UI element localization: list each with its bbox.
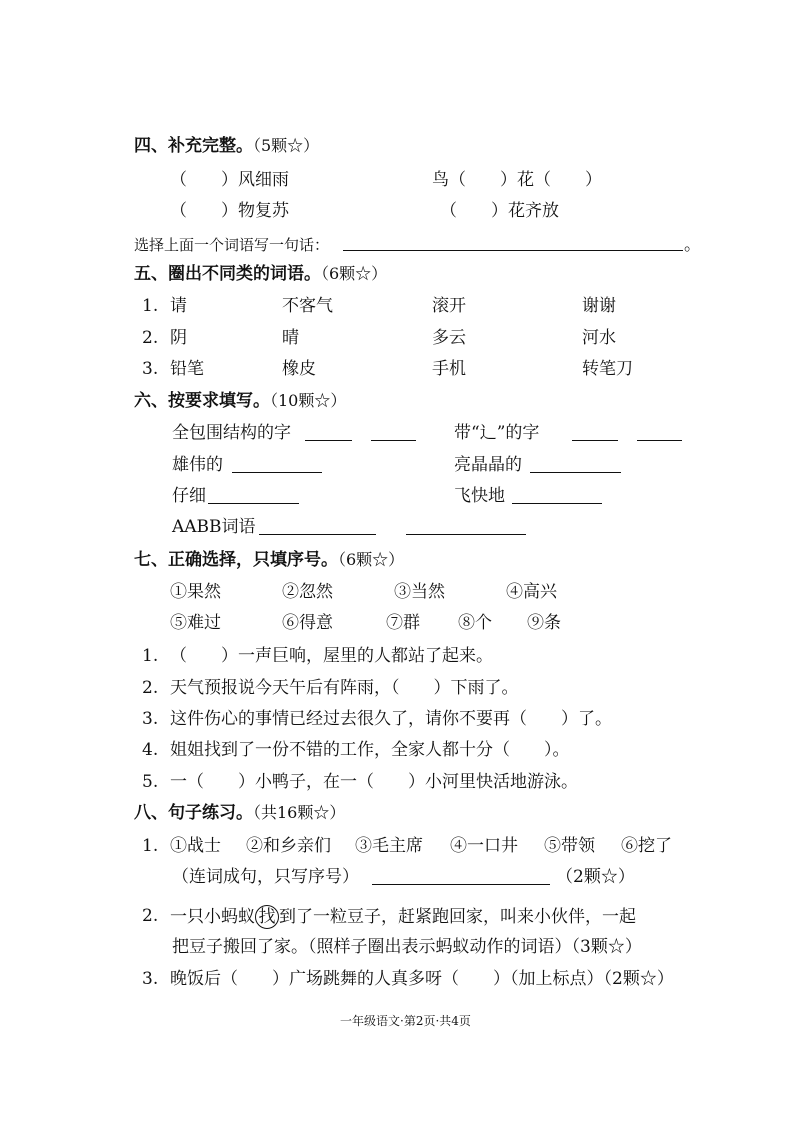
s4-item-3: （ ）物复苏 <box>170 201 289 221</box>
s7-q1-num: 1. <box>142 646 159 666</box>
s7-option: ⑥得意 <box>282 613 333 633</box>
s5-word[interactable]: 阴 <box>170 328 187 348</box>
s8-q1-score: （2颗☆） <box>556 867 635 887</box>
s6-blank[interactable] <box>371 440 416 441</box>
s7-q2-num: 2. <box>142 678 159 698</box>
section-4-heading: 四、补充完整。（5颗☆） <box>134 136 320 156</box>
s8-q1-blank[interactable] <box>372 884 550 885</box>
s7-option: ②忽然 <box>282 582 333 602</box>
s7-q1-text: （ ）一声巨响，屋里的人都站了起来。 <box>170 646 493 666</box>
section-8-heading: 八、句子练习。（共16颗☆） <box>134 803 346 823</box>
s8-q2-num: 2. <box>142 906 159 926</box>
s6-item-zixi: 仔细 <box>172 486 206 506</box>
s7-option: ④高兴 <box>506 582 557 602</box>
s5-row-3-num: 3. <box>142 359 159 379</box>
s8-q3-num: 3. <box>142 969 159 989</box>
s6-blank[interactable] <box>305 440 352 441</box>
s4-sentence-end: 。 <box>684 235 701 255</box>
s7-q5-text: 一（ ）小鸭子，在一（ ）小河里快活地游泳。 <box>170 772 578 792</box>
s6-blank[interactable] <box>232 472 322 473</box>
s8-q1-part: ⑤带领 <box>544 836 595 856</box>
s5-word[interactable]: 铅笔 <box>170 359 204 379</box>
s6-item-liangjingjing: 亮晶晶的 <box>454 455 522 475</box>
s7-q3-text: 这件伤心的事情已经过去很久了，请你不要再（ ）了。 <box>170 709 612 729</box>
s7-q4-num: 4. <box>142 740 159 760</box>
s7-q2-text: 天气预报说今天午后有阵雨，（ ）下雨了。 <box>170 678 519 698</box>
s8-q2-line1: 一只小蚂蚁 找 到了一粒豆子，赶紧跑回家，叫来小伙伴，一起 <box>170 907 636 927</box>
s5-word[interactable]: 滚开 <box>432 296 466 316</box>
s6-item-aabb: AABB词语 <box>172 517 256 537</box>
s7-q3-num: 3. <box>142 709 159 729</box>
s4-item-2: 鸟（ ）花（ ） <box>432 170 602 190</box>
section-5-heading: 五、圈出不同类的词语。（6颗☆） <box>134 264 388 284</box>
s5-word[interactable]: 请 <box>170 296 187 316</box>
s5-word[interactable]: 谢谢 <box>582 296 616 316</box>
s6-blank[interactable] <box>512 503 602 504</box>
section-7-heading: 七、正确选择，只填序号。（6颗☆） <box>134 550 405 570</box>
s5-row-1-num: 1. <box>142 296 159 316</box>
s6-item-xiongwei: 雄伟的 <box>172 455 223 475</box>
s7-option: ③当然 <box>394 582 445 602</box>
s7-q4-text: 姐姐找到了一份不错的工作，全家人都十分（ ）。 <box>170 740 570 760</box>
s5-word[interactable]: 手机 <box>432 359 466 379</box>
s6-blank[interactable] <box>530 472 621 473</box>
s4-item-1: （ ）风细雨 <box>170 170 289 190</box>
s6-blank[interactable] <box>406 534 526 535</box>
s5-word[interactable]: 晴 <box>282 328 299 348</box>
s5-row-2-num: 2. <box>142 328 159 348</box>
s8-q1-part: ④一口井 <box>450 836 518 856</box>
section-6-heading: 六、按要求填写。（10颗☆） <box>134 391 347 411</box>
s7-option: ⑤难过 <box>170 613 221 633</box>
s8-q1-part: ①战士 <box>170 836 221 856</box>
s8-q1-instruction: （连词成句，只写序号） <box>172 867 359 887</box>
s6-item-feikuaidi: 飞快地 <box>454 486 505 506</box>
s4-item-4: （ ）花齐放 <box>440 201 559 221</box>
s4-sentence-prompt: 选择上面一个词语写一句话： <box>134 236 330 254</box>
s6-blank[interactable] <box>637 440 682 441</box>
s8-q3-text: 晚饭后（ ）广场跳舞的人真多呀（ ）（加上标点）（2颗☆） <box>170 969 674 989</box>
s6-item-chuo-radical: 带“辶”的字 <box>454 423 540 443</box>
s7-option: ⑨条 <box>527 613 561 633</box>
s7-option: ⑧个 <box>458 613 492 633</box>
s7-option: ⑦群 <box>386 613 420 633</box>
s5-word[interactable]: 橡皮 <box>282 359 316 379</box>
s7-q5-num: 5. <box>142 772 159 792</box>
s5-word[interactable]: 不客气 <box>282 296 333 316</box>
circled-char: 找 <box>255 905 279 929</box>
s6-blank[interactable] <box>208 503 299 504</box>
s8-q1-part: ⑥挖了 <box>621 836 672 856</box>
s4-sentence-blank[interactable] <box>343 250 683 251</box>
s5-word[interactable]: 多云 <box>432 328 466 348</box>
page-footer: 一年级语文·第2页·共4页 <box>340 1014 471 1028</box>
s8-q1-part: ③毛主席 <box>355 836 423 856</box>
s6-blank[interactable] <box>259 534 376 535</box>
s8-q1-num: 1. <box>142 836 159 856</box>
s5-word[interactable]: 河水 <box>582 328 616 348</box>
s8-q2-line2: 把豆子搬回了家。（照样子圈出表示蚂蚁动作的词语）（3颗☆） <box>172 937 642 957</box>
s8-q1-part: ②和乡亲们 <box>246 836 331 856</box>
s5-word[interactable]: 转笔刀 <box>582 359 633 379</box>
s7-option: ①果然 <box>170 582 221 602</box>
s6-blank[interactable] <box>572 440 618 441</box>
s6-item-enclosed-char: 全包围结构的字 <box>172 423 291 443</box>
